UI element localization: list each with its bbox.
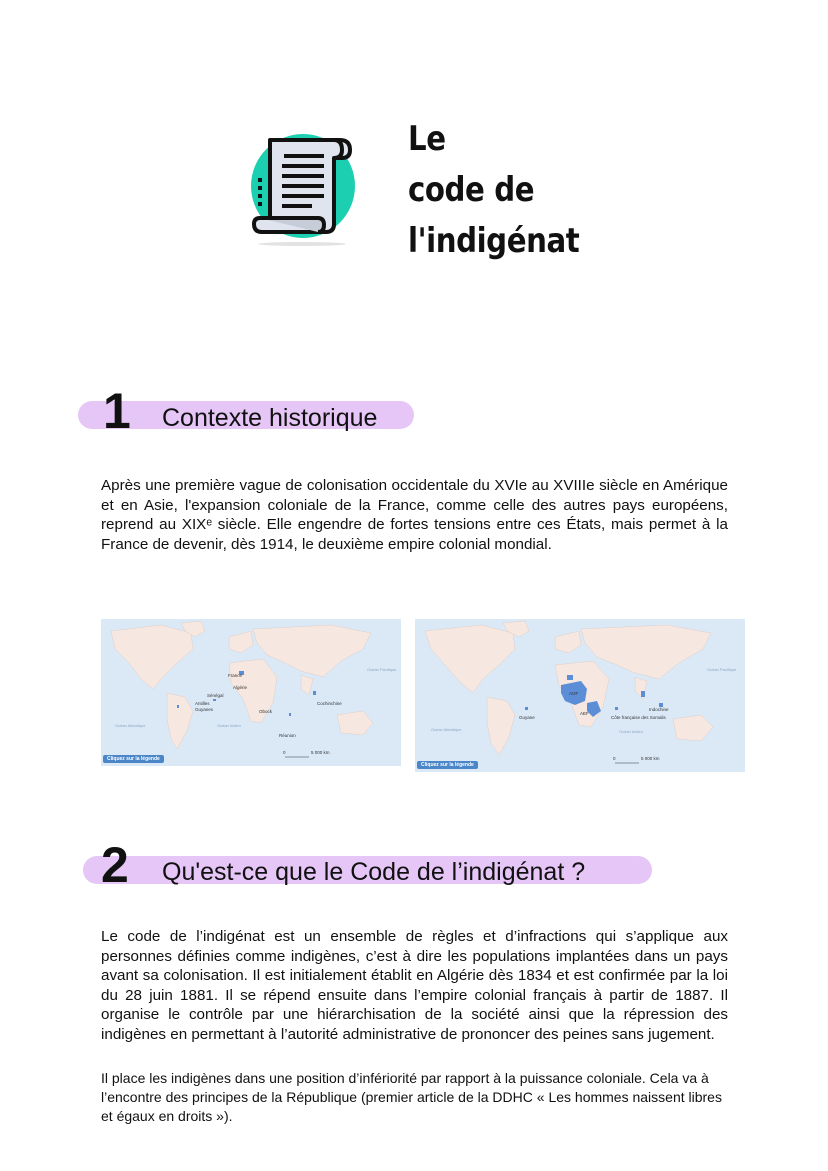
map-right-scale-1: 5 000 km: [641, 756, 660, 761]
section-1-number: 1: [103, 383, 131, 439]
map-right-ocean-2: Océan Indien: [619, 729, 643, 734]
world-map-right: [415, 619, 745, 772]
map-left-label-2: Sénégal: [207, 693, 224, 698]
map-colonial-empire-right: [415, 619, 745, 772]
map-left-ocean-0: Océan Pacifique: [367, 667, 397, 672]
map-left-label-3: Antilles: [195, 701, 210, 706]
map-right-legend-button[interactable]: Cliquez sur la légende: [417, 761, 478, 769]
title-line-2: code de: [408, 170, 535, 210]
document-scroll-icon: [248, 128, 360, 248]
title-line-1: Le: [408, 119, 446, 159]
world-map-left: [101, 619, 401, 766]
page-title: [408, 114, 579, 267]
map-left-label-5: Obock: [259, 709, 273, 714]
map-right-label-2: Guyane: [519, 715, 535, 720]
map-left-label-1: Algérie: [233, 685, 248, 690]
map-left-ocean-2: Océan Indien: [217, 723, 241, 728]
map-left-label-4: Guyanes: [195, 707, 214, 712]
section-2-number: 2: [101, 837, 129, 893]
section-1-heading: Contexte historique: [162, 404, 378, 432]
section-2-paragraph-1: Le code de l’indigénat est un ensemble de règles et d’infractions qui s’applique aux personnes définies comme indigènes, c’est à dire les populations implantées dans un pays avant sa colonisation. Il est initialement établit en Algérie dès 1834 et est confirmée par la loi du 28 juin 1881. Il se répend ensuite dans l’empire colonial français à partir de 1887. Il organise le contrôle par une hiérarchisation de la société ainsi que la répression des indigènes en permettant à l’autorité administrative de prononcer des peines sans jugement.: [101, 928, 728, 1043]
map-left-ocean-1: Océan Atlantique: [115, 723, 146, 728]
map-left-scale-0: 0: [283, 750, 286, 755]
map-left-label-0: France: [228, 673, 243, 678]
section-1-paragraph: Après une première vague de colonisation occidentale du XVIe au XVIIIe siècle en Amérique et en Asie, l'expansion coloniale de la France, comme celle des autres pays européens, reprend au XIXᵉ siècle. Elle engendre de fortes tensions entre ces États, mais permet à la France de devenir, dès 1914, le deuxième empire colonial mondial.: [101, 477, 728, 553]
map-left-legend-button[interactable]: Cliquez sur la légende: [103, 755, 164, 763]
section-2-paragraph-2: Il place les indigènes dans une position d’infériorité par rapport à la puissance coloniale. Cela va à l’encontre des principes de la République (premier article de la DDHC « Les hommes naissent libres et égaux en droits »).: [101, 1070, 722, 1124]
map-colonial-empire-left: [101, 619, 401, 766]
title-line-3: l'indigénat: [408, 221, 580, 261]
map-right-label-1: AEF: [580, 711, 589, 716]
map-right-label-4: Indochine: [649, 707, 669, 712]
map-right-scale-0: 0: [613, 756, 616, 761]
map-right-label-3: Côte française des Somalis: [611, 715, 666, 720]
section-2-heading: Qu'est-ce que le Code de l’indigénat ?: [162, 858, 586, 886]
map-right-ocean-0: Océan Pacifique: [707, 667, 737, 672]
map-left-scale-1: 5 000 km: [311, 750, 330, 755]
map-left-label-7: Réunion: [279, 733, 296, 738]
map-left-label-6: Cochinchine: [317, 701, 342, 706]
map-right-ocean-1: Océan Atlantique: [431, 727, 462, 732]
map-right-label-0: AOF: [569, 691, 579, 696]
